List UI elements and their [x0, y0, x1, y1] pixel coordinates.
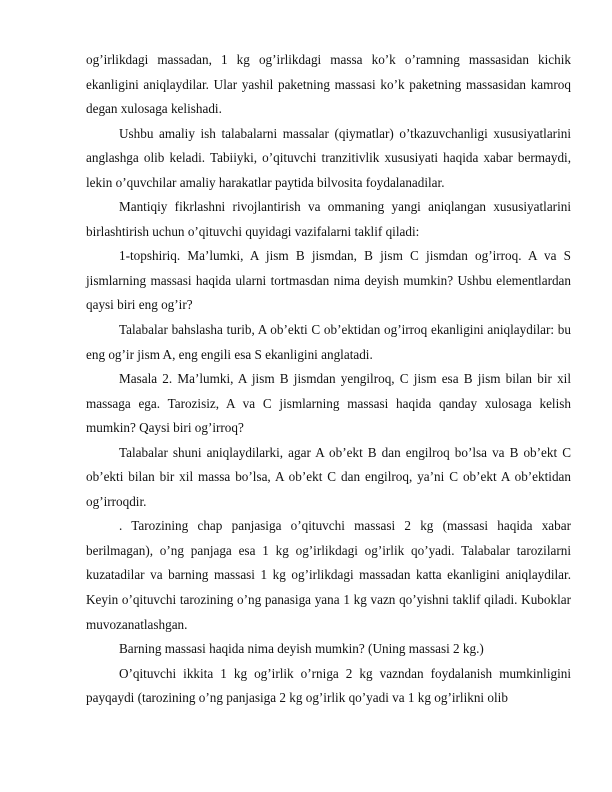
- task-2-paragraph: Masala 2. Ma’lumki, A jism B jismdan yengilroq, C jism esa B jism bilan bir xil massaga ega. Tarozisiz, A va C jismlarning massasi haqida qanday xulosaga kelish mumkin? Qaysi biri og’irroq?: [86, 371, 571, 436]
- paragraph: . Tarozining chap panjasiga o’qituvchi massasi 2 kg (massasi haqida xabar berilmagan), o’ng panjaga esa 1 kg og’irlikdagi og’irlik qo’yadi. Talabalar tarozilarni kuzatadilar va barning massasi 1 kg og’irlikdagi massadan katta ekanligini aniqlaydilar. Keyin o’qituvchi tarozining o’ng panasiga yana 1 kg vazn qo’yishni taklif qiladi. Kuboklar muvozanatlashgan.: [86, 518, 571, 632]
- document-body: [86, 48, 571, 711]
- paragraph: Ushbu amaliy ish talabalarni massalar (qiymatlar) o’tkazuvchanligi xususiyatlarini anglashga olib keladi. Tabiiyki, o’qituvchi tranzitivlik xususiyati haqida xabar bermaydi, lekin o’quvchilar amaliy harakatlar paytida bilvosita foydalanadilar.: [86, 125, 571, 190]
- paragraph: Mantiqiy fikrlashni rivojlantirish va ommaning yangi aniqlangan xususiyatlarini birlashtirish uchun o’qituvchi quyidagi vazifalarni taklif qiladi:: [86, 199, 571, 239]
- paragraph: O’qituvchi ikkita 1 kg og’irlik o’rniga 2 kg vazndan foydalanish mumkinligini payqaydi (tarozining o’ng panjasiga 2 kg og’irlik qo’yadi va 1 kg og’irlikni olib: [86, 665, 571, 706]
- paragraph: Talabalar shuni aniqlaydilarki, agar A ob’ekt B dan engilroq bo’lsa va B ob’ekt C ob’ekti bilan bir xil massa bo’lsa, A ob’ekt C dan engilroq, ya’ni C ob’ekt A ob’ektidan og’irroqdir.: [86, 444, 571, 509]
- task-1-paragraph: 1-topshiriq. Ma’lumki, A jism B jismdan, B jism C jismdan og’irroq. A va S jismlarning massasi haqida ularni tortmasdan nima deyish mumkin? Ushbu elementlardan qaysi biri eng og’ir?: [86, 248, 571, 313]
- paragraph: og’irlikdagi massadan, 1 kg og’irlikdagi massa ko’k o’ramning massasidan kichik ekanligini aniqlaydilar. Ular yashil paketning massasi ko’k paketning massasidan kamroq degan xulosaga kelishadi.: [86, 52, 571, 117]
- paragraph: Talabalar bahslasha turib, A ob’ekti C ob’ektidan og’irroq ekanligini aniqlaydilar: bu eng og’ir jism A, eng engili esa S ekanligini anglatadi.: [86, 322, 571, 362]
- paragraph: Barning massasi haqida nima deyish mumkin? (Uning massasi 2 kg.): [119, 641, 484, 657]
